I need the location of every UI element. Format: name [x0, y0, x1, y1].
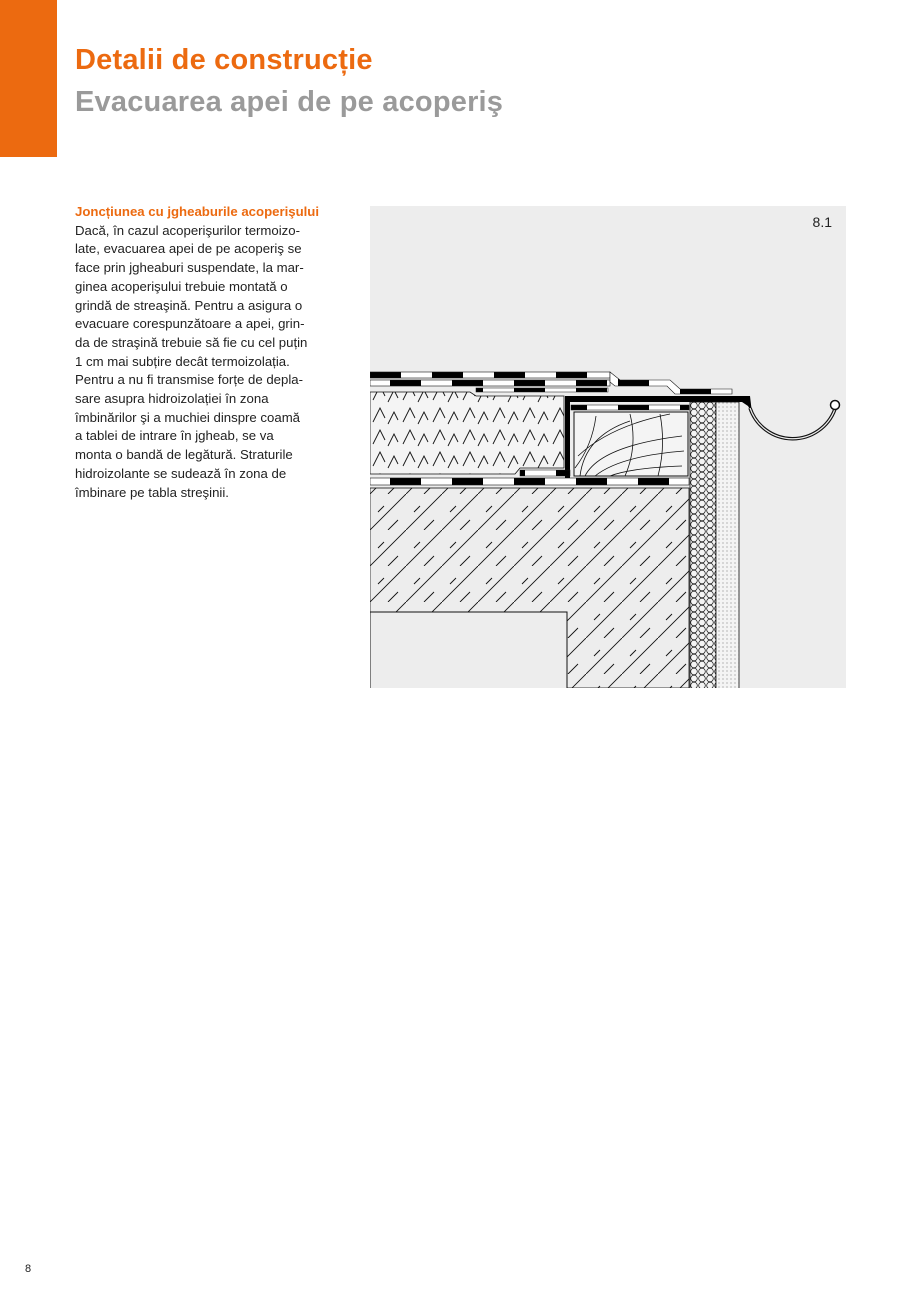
body-line: Pentru a nu fi transmise forțe de depla-: [75, 372, 303, 388]
body-line: îmbinărilor şi a muchiei dinspre coamă: [75, 409, 301, 425]
body-line: îmbinare pe tabla streşinii.: [75, 484, 229, 500]
body-line: grindă de streaşină. Pentru a asigura o: [75, 297, 303, 313]
body-line: Dacă, în cazul acoperişurilor termoizo-: [75, 222, 301, 238]
page-number: 8: [25, 1263, 32, 1275]
section-heading: Joncțiunea cu jgheaburile acoperişului: [75, 204, 320, 219]
body-line: 1 cm mai subțire decât termoizolația.: [75, 353, 290, 369]
orange-accent-bar: [0, 0, 57, 157]
gutter-detail-drawing: [370, 206, 846, 688]
body-line: late, evacuarea apei de pe acoperiş se: [75, 241, 302, 257]
body-line: hidroizolante se sudează în zona de: [75, 465, 287, 481]
body-line: da de straşină trebuie să fie cu cel puțin: [75, 334, 308, 350]
body-line: a tablei de intrare în jgheab, se va: [75, 428, 274, 444]
body-line: sare asupra hidroizolației în zona: [75, 391, 269, 407]
figure-number: 8.1: [812, 214, 832, 230]
body-line: monta o bandă de legătură. Straturile: [75, 447, 293, 463]
body-line: evacuare corespunzătoare a apei, grin-: [75, 316, 305, 332]
body-line: face prin jgheaburi suspendate, la mar-: [75, 260, 304, 276]
page-title: Detalii de construcție: [75, 44, 373, 76]
construction-detail-figure: [370, 206, 846, 688]
section-body: [75, 222, 335, 503]
body-line: ginea acoperişului trebuie montată o: [75, 278, 288, 294]
text-column: [75, 203, 335, 502]
page-subtitle: Evacuarea apei de pe acoperiş: [75, 86, 504, 118]
